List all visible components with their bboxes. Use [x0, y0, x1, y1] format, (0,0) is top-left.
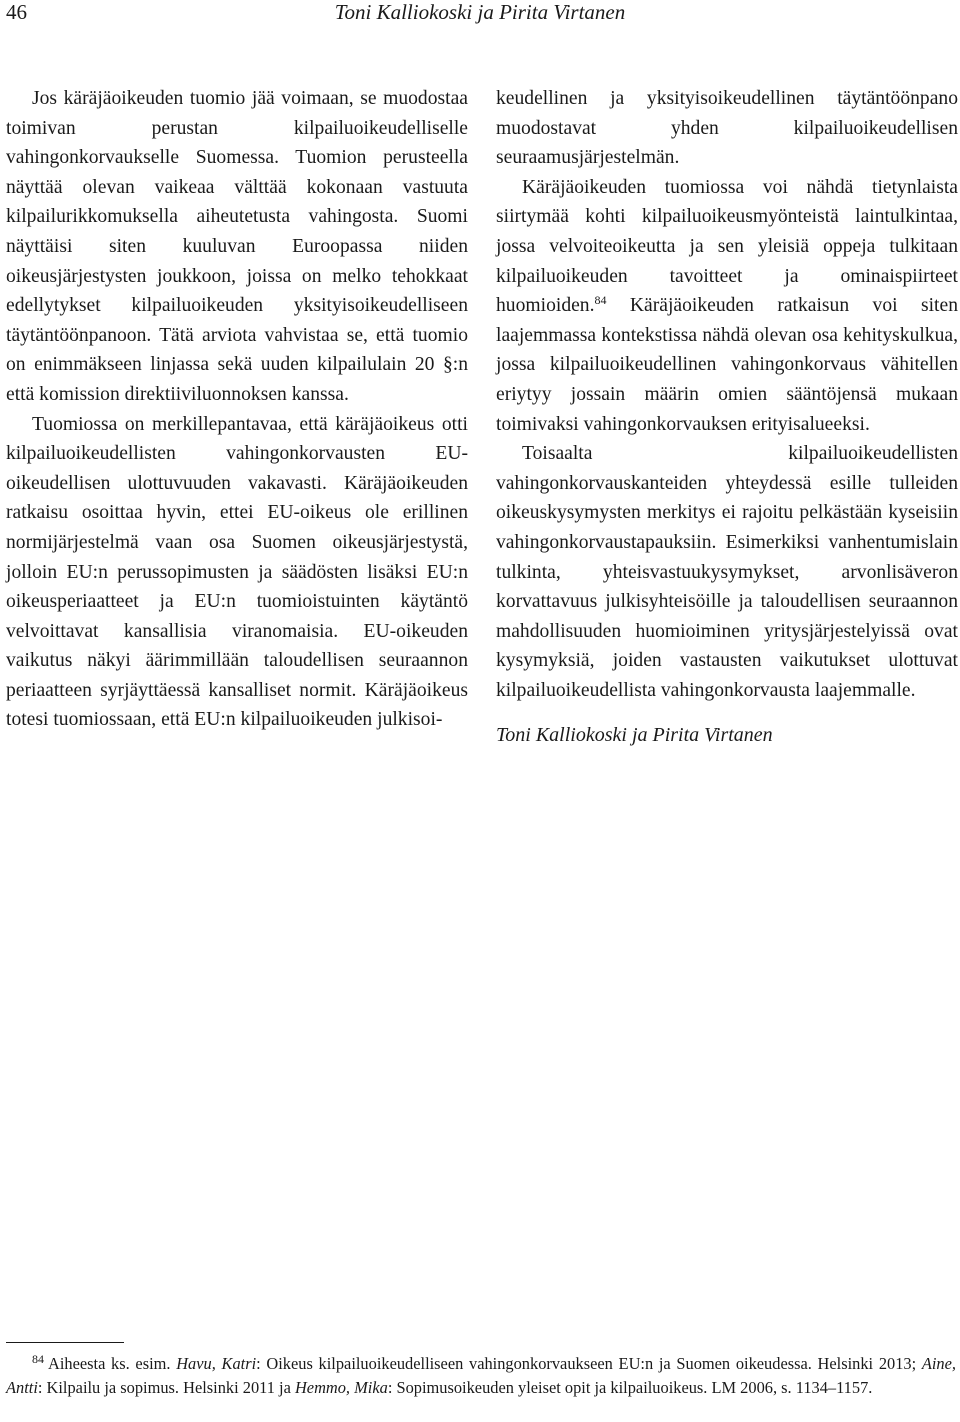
footnote-divider: [6, 1342, 124, 1343]
paragraph-text: Käräjäoikeuden tuomiossa voi nähdä tietynlaista siirtymää kohti kilpailuoikeusmyönteistä laintulkintaa, jossa velvoiteoikeutta ja sen yleisiä oppeja tulkitaan kilpailuoikeuden tavoitteet ja ominaispiirteet huomioiden.: [496, 176, 958, 317]
paragraph-text: Käräjäoikeuden ratkaisun voi siten laajemmassa kontekstissa nähdä olevan osa kehityskulkua, jossa kilpailuoikeudellinen vahingonkorvaus vähitellen eriytyy jossain määrin omien sääntöjensä mukaan toimivaksi vahingonkorvauksen erityisalueeksi.: [496, 295, 958, 435]
page-header: [0, 0, 960, 28]
left-column: [6, 84, 468, 735]
page-number: 46: [6, 0, 27, 24]
body-paragraph: [496, 173, 958, 439]
footnote-segment: : Kilpailu ja sopimus. Helsinki 2011 ja: [37, 1377, 295, 1397]
cited-author: Aine, Antti: [6, 1354, 956, 1397]
continued-paragraph: keudellinen ja yksityisoikeudellinen täytäntöönpano muodostavat yhden kilpailuoikeudellisen seuraamusjärjestelmän.: [496, 88, 958, 169]
cited-author: Hemmo, Mika: [294, 1377, 388, 1397]
footnote-number: 84: [32, 1352, 44, 1366]
body-paragraph: Jos käräjäoikeuden tuomio jää voimaan, se muodostaa toimivan perustan kilpailuoikeudelliselle vahingonkorvaukselle Suomessa. Tuomion perusteella näyttää olevan vaikeaa välttää kokonaan vastuuta kilpailurikkomuksella aiheutetusta vahingosta. Suomi näyttäisi siten kuuluvan Euroopassa niiden oikeusjärjestysten joukkoon, joissa on melko tehokkaat edellytykset kilpailuoikeuden yksityisoikeudelliseen täytäntöönpanoon. Tätä arviota vahvistaa se, että tuomio on enimmäkseen linjassa sekä uuden kilpailulain 20 §:n että komission direktiiviluonnoksen kanssa.: [6, 88, 468, 405]
footnote: [6, 1352, 956, 1400]
author-signature: Toni Kalliokoski ja Pirita Virtanen: [496, 724, 773, 747]
body-paragraph: Tuomiossa on merkillepantavaa, että käräjäoikeus otti kilpailuoikeudellisten vahingonkorvausten EU-oikeudellisen ulottuvuuden vakavasti. Käräjäoikeuden ratkaisu osoittaa hyvin, ettei EU-oikeus ole erillinen normijärjestelmä vaan osa Suomen oikeusjärjestystä, jolloin EU:n perussopimusten ja säädösten lisäksi EU:n oikeusperiaatteet ja EU:n tuomioistuinten käytäntö velvoittavat kansallisia viranomaisia. EU-oikeuden vaikutus näkyi äärimmillään taloudellisen seuraannon periaatteen syrjäyttäessä kansalliset normit. Käräjäoikeus totesi tuomiossaan, että EU:n kilpailuoikeuden julkisoi-: [6, 413, 468, 731]
footnote-text: [6, 1352, 956, 1400]
running-title: Toni Kalliokoski ja Pirita Virtanen: [334, 0, 626, 24]
cited-author: Havu, Katri: [176, 1354, 257, 1373]
right-column: [496, 84, 958, 751]
footnote-segment: : Oikeus kilpailuoikeudelliseen vahingonkorvaukseen EU:n ja Suomen oikeudessa. Helsinki 2013;: [256, 1354, 922, 1373]
footnote-reference[interactable]: 84: [594, 293, 607, 308]
body-paragraph: Toisaalta kilpailuoikeudellisten vahingonkorvauskanteiden yhteydessä esille tulleiden oikeuskysymysten merkitys ei rajoitu pelkästään kyseisiin vahingonkorvaustapauksiin. Esimerkiksi vanhentumislain tulkinta, yhteisvastuukysymykset, arvonlisäveron korvattavuus julkisyhteisöille ja taloudellisen seuraannon mahdollisuuden huomioiminen yritysjärjestelyissä ovat kysymyksiä, joiden vastausten vaikutukset ulottuvat kilpailuoikeudellista vahingonkorvausta laajemmalle.: [496, 443, 958, 701]
footnote-segment: : Sopimusoikeuden yleiset opit ja kilpailuoikeus. LM 2006, s. 1134–1157.: [387, 1377, 873, 1397]
footnote-segment: Aiheesta ks. esim.: [48, 1354, 177, 1373]
